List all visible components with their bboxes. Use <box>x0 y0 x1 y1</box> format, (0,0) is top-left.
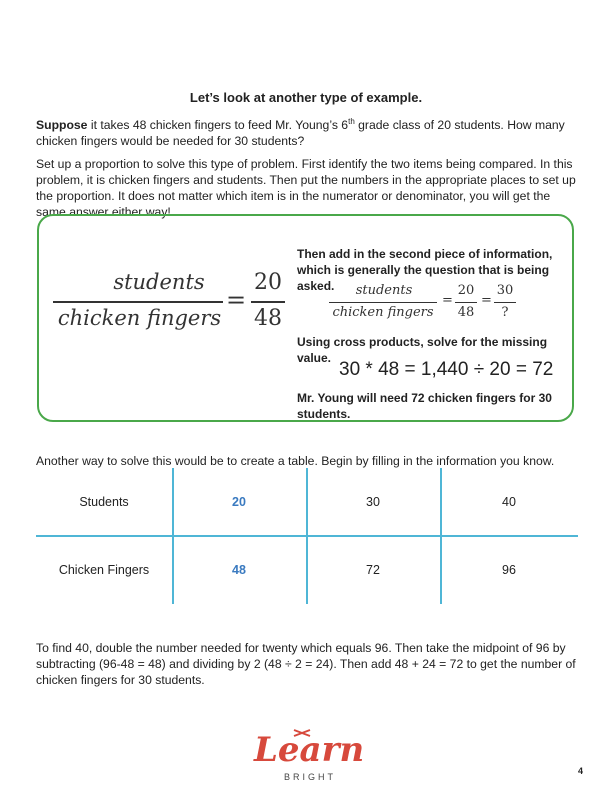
intro-text-a: it takes 48 chicken fingers to feed Mr. Young’s 6 <box>87 118 349 133</box>
cell-students-3: 40 <box>502 495 516 509</box>
cross-products-text: Using cross products, solve for the missing value. <box>297 335 548 365</box>
closing-paragraph: To find 40, double the number needed for twenty which equals 96. Then take the midpoint of 96 by subtracting (96-48 = 48) and dividing by 2 (48 ÷ 2 = 24). Then add 48 + 24 = 72 to get the number of chicken fingers for 30 students. <box>36 641 576 687</box>
small-f2-den: ? <box>501 305 509 320</box>
cell-fingers-1: 48 <box>232 563 246 577</box>
big-fraction-numerator: students <box>113 270 205 294</box>
big-num-value: 20 <box>254 270 282 295</box>
data-table <box>36 468 582 604</box>
big-fraction-denominator: chicken fingers <box>57 306 222 330</box>
setup-paragraph: Set up a proportion to solve this type of problem. First identify the two items being compared. In this problem, it is chicken fingers and students. Then put the numbers in the appropriate places to set up the proportion. It does not matter which item is in the numerator or denominator, you will get the same answer either way! <box>36 157 576 219</box>
intro-lead: Suppose <box>36 118 88 133</box>
small-fraction-denominator: chicken fingers <box>332 305 434 320</box>
big-value-line <box>251 301 285 303</box>
cell-fingers-3: 96 <box>502 563 516 577</box>
small-f1-den: 48 <box>457 305 475 320</box>
small-f1-num: 20 <box>457 283 475 298</box>
row-label-students: Students <box>79 495 129 509</box>
small-equals-2: = <box>481 293 492 308</box>
intro-sup: th <box>348 117 355 126</box>
logo-word-learn: Learn <box>254 730 365 770</box>
page-number: 4 <box>578 766 584 776</box>
small-fraction-numerator: students <box>355 283 413 298</box>
table-hline <box>36 535 578 537</box>
big-den-value: 48 <box>254 306 282 331</box>
cell-students-2: 30 <box>366 495 380 509</box>
table-intro: Another way to solve this would be to create a table. Begin by filling in the information you know. <box>36 454 555 468</box>
cell-students-1: 20 <box>232 495 246 509</box>
small-equals-1: = <box>442 293 453 308</box>
page-title: Let’s look at another type of example. <box>189 90 423 105</box>
add-info-text: Then add in the second piece of information, which is generally the question that is being asked. <box>297 247 553 293</box>
cell-fingers-2: 72 <box>366 563 380 577</box>
small-f2-line <box>494 302 516 303</box>
calculation: 30 * 48 = 1,440 ÷ 20 = 72 <box>339 359 554 380</box>
intro-text-b: grade class of 20 students. How many chicken fingers would be needed for 30 students? <box>36 118 565 149</box>
small-f2-num: 30 <box>496 283 514 298</box>
big-fraction-line <box>53 301 223 303</box>
example-box <box>37 214 574 422</box>
small-f1-line <box>455 302 477 303</box>
logo-word-bright: BRIGHT <box>284 772 337 782</box>
small-fraction-line <box>329 302 437 303</box>
intro-paragraph <box>36 114 582 149</box>
big-equals: = <box>226 286 247 314</box>
learn-bright-logo <box>250 728 365 788</box>
row-label-chicken-fingers: Chicken Fingers <box>58 563 150 577</box>
conclusion-text: Mr. Young will need 72 chicken fingers for 30 students. <box>297 391 552 421</box>
